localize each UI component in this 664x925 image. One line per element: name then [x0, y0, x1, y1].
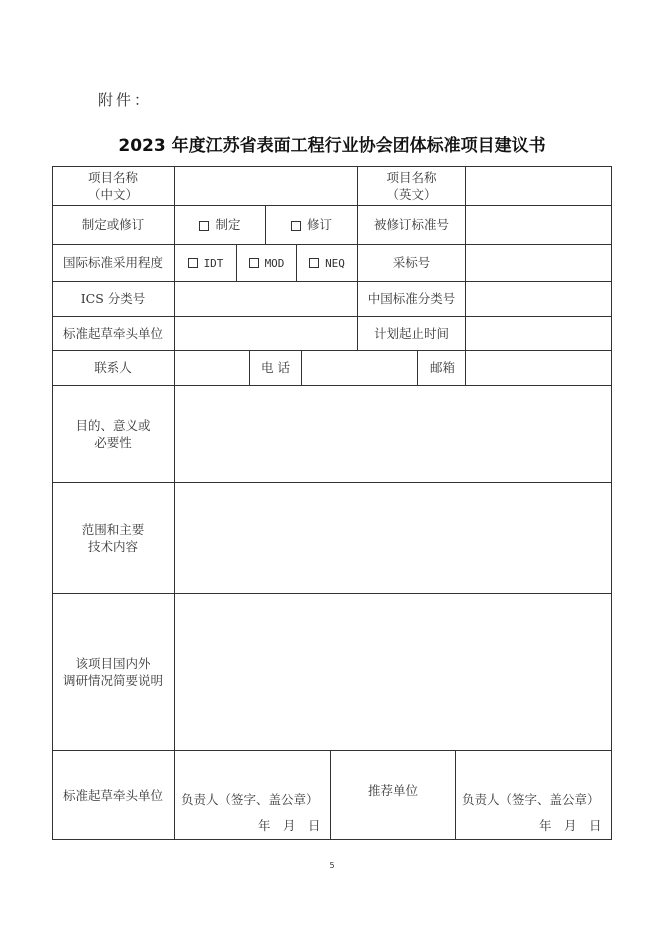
checkbox-neq[interactable] — [297, 244, 357, 281]
input-email[interactable] — [466, 350, 612, 385]
input-cn-standard-class[interactable] — [466, 281, 612, 316]
input-research[interactable] — [175, 593, 612, 750]
label-lead-drafting-unit-sign: 标准起草牵头单位 — [62, 787, 163, 803]
sign-person-2: 负责人（签字、盖公章） — [462, 792, 600, 807]
checkbox-formulate-label: 制定 — [215, 217, 241, 232]
sign-date-2: 年 月 日 — [539, 818, 602, 833]
label-adopted-no: 采标号 — [392, 255, 431, 270]
input-project-name-cn[interactable] — [175, 166, 357, 205]
label-recommending-unit: 推荐单位 — [367, 782, 418, 798]
checkbox-icon — [309, 258, 319, 268]
input-lead-drafting-unit[interactable] — [175, 316, 357, 350]
input-phone[interactable] — [302, 350, 417, 385]
checkbox-icon — [249, 258, 259, 268]
input-contact-person[interactable] — [175, 350, 249, 385]
label-project-name-en: 项目名称 （英文） — [386, 169, 437, 202]
label-formulate-or-revise: 制定或修订 — [81, 217, 145, 232]
label-project-name-cn: 项目名称 （中文） — [87, 169, 138, 202]
checkbox-mod-label: MOD — [264, 256, 285, 270]
input-ics-class[interactable] — [175, 281, 357, 316]
label-phone: 电 话 — [261, 360, 290, 375]
input-scope[interactable] — [175, 482, 612, 593]
label-research: 该项目国内外 调研情况简要说明 — [62, 655, 163, 688]
checkbox-idt[interactable] — [175, 244, 236, 281]
checkbox-icon — [188, 258, 198, 268]
page-title: 2023 年度江苏省表面工程行业协会团体标准项目建议书 — [118, 136, 546, 156]
checkbox-mod[interactable] — [237, 244, 296, 281]
input-adopted-no[interactable] — [466, 244, 612, 281]
label-cn-standard-class: 中国标准分类号 — [367, 291, 456, 306]
checkbox-formulate[interactable] — [175, 205, 265, 244]
label-contact-person: 联系人 — [94, 360, 132, 375]
checkbox-icon — [291, 221, 301, 231]
checkbox-icon — [199, 221, 209, 231]
label-planned-period: 计划起止时间 — [373, 325, 449, 341]
input-purpose[interactable] — [175, 385, 612, 482]
label-scope: 范围和主要 技术内容 — [81, 521, 145, 554]
label-ics-class: ICS 分类号 — [80, 291, 146, 306]
page-number: 5 — [329, 861, 335, 870]
attachment-label: 附件： — [98, 91, 153, 109]
sign-person-1: 负责人（签字、盖公章） — [181, 792, 319, 807]
label-email: 邮箱 — [429, 360, 455, 375]
input-planned-period[interactable] — [466, 316, 612, 350]
checkbox-revise-label: 修订 — [306, 217, 332, 232]
checkbox-idt-label: IDT — [203, 256, 224, 270]
checkbox-revise[interactable] — [266, 205, 357, 244]
label-purpose: 目的、意义或 必要性 — [75, 417, 151, 450]
input-revised-standard-no[interactable] — [466, 205, 612, 244]
sign-date-1: 年 月 日 — [258, 818, 321, 833]
label-revised-standard-no: 被修订标准号 — [373, 217, 449, 232]
proposal-form-table — [52, 166, 612, 840]
label-intl-adoption-degree: 国际标准采用程度 — [62, 255, 163, 270]
label-lead-drafting-unit: 标准起草牵头单位 — [62, 325, 163, 341]
input-project-name-en[interactable] — [466, 166, 612, 205]
checkbox-neq-label: NEQ — [325, 256, 345, 270]
